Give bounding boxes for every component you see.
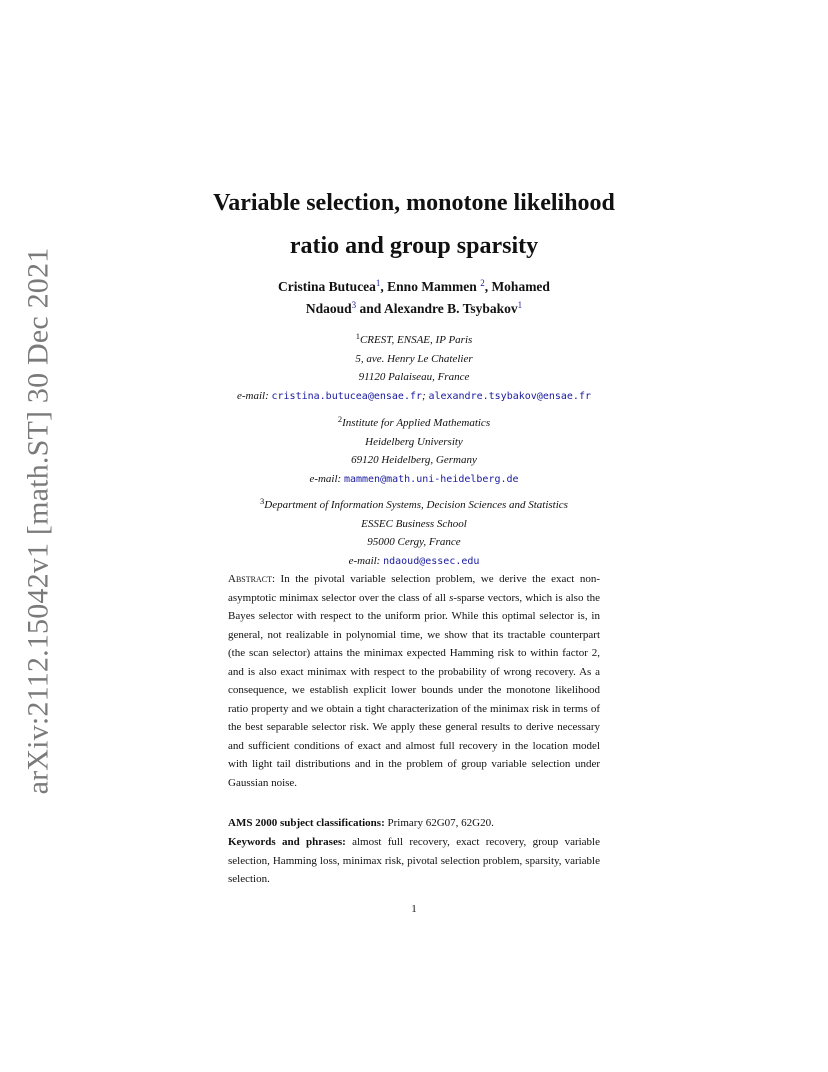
- affiliation-line: 69120 Heidelberg, Germany: [351, 454, 477, 466]
- author-affiliation-link[interactable]: 2: [480, 278, 485, 288]
- email-link[interactable]: alexandre.tsybakov@ensae.fr: [428, 390, 591, 402]
- author-list: Cristina Butucea$^1$, Enno Mammen $^2$, Mohamed Ndaoud$^3$ and Alexandre B. Tsybakov$^1$: [278, 278, 550, 316]
- email-separator: ;: [422, 389, 426, 402]
- author-name: Ndaoud: [305, 301, 352, 316]
- abstract-heading: Abstract:: [228, 573, 276, 585]
- affiliation-line: CREST, ENSAE, IP Paris: [359, 334, 473, 346]
- email-link[interactable]: ndaoud@essec.edu: [383, 555, 480, 567]
- keywords-text: almost full recovery, exact recovery, group variable selection, Hamming loss, minimax risk, pivotal selection problem, sparsity, variable selection.: [228, 836, 600, 885]
- abstract-text: -sparse vectors, which is also the Bayes selector with respect to the uniform prior. While this optimal selector is, in general, not realizable in polynomial time, we show that its tractable counterpart (the scan selector) attains the minimax expected Hamming risk to within factor 2, and is also exact minimax with respect to the probability of wrong recovery. As a consequence, we establish explicit lower bounds under the monotone likelihood ratio property and we obtain a tight characterization of the minimax risk in terms of the best separable selector risk. We apply these general results to derive necessary and sufficient conditions of exact and almost full recovery in the location model with light tail distributions and in the problem of group variable selection under Gaussian noise.: [228, 591, 601, 789]
- author-conjunction: and: [359, 301, 382, 316]
- affiliation-line: 91120 Palaiseau, France: [358, 371, 470, 383]
- affiliation-number: 1: [355, 331, 360, 341]
- affiliation-number: 3: [260, 496, 265, 506]
- affiliation-line: Heidelberg University: [365, 435, 463, 448]
- affiliation-line: 95000 Cergy, France: [367, 536, 461, 548]
- arxiv-side-stamp: [10, 247, 66, 795]
- abstract: [228, 570, 600, 792]
- email-link[interactable]: mammen@math.uni-heidelberg.de: [343, 473, 519, 485]
- ams-classification: [228, 814, 600, 833]
- author-affiliation-link[interactable]: 1: [517, 300, 523, 310]
- affiliation-block: [200, 410, 628, 489]
- email-label: e-mail:: [309, 472, 342, 485]
- keywords: [228, 833, 600, 889]
- keywords-label: Keywords and phrases:: [228, 836, 346, 848]
- abstract-text: In the pivotal variable selection problem, we derive the exact non-asymptotic minimax selector over the class of all: [228, 573, 600, 604]
- author-name: Alexandre B. Tsybakov: [383, 301, 518, 316]
- math-symbol: s: [449, 591, 454, 604]
- page-number: 1: [411, 903, 417, 915]
- affiliation-line: Institute for Applied Mathematics: [342, 417, 491, 429]
- email-label: e-mail:: [236, 389, 269, 402]
- email-link[interactable]: cristina.butucea@ensae.fr: [271, 390, 423, 402]
- email-label: e-mail:: [348, 554, 381, 567]
- ams-label: AMS 2000 subject classifications:: [228, 817, 385, 829]
- affiliation-number: 2: [337, 414, 343, 424]
- author-affiliation-link[interactable]: 1: [375, 278, 381, 288]
- author-name: Cristina Butucea: [278, 279, 376, 294]
- arxiv-identifier: arXiv:2112.15042v1 [math.ST] 30 Dec 2021: [21, 247, 54, 795]
- title-line-2: ratio and group sparsity: [289, 233, 539, 259]
- paper-title: [150, 182, 678, 268]
- affiliation-block: [200, 327, 628, 406]
- author-name: Enno Mammen: [387, 279, 477, 294]
- affiliation-block: [200, 492, 628, 571]
- author-affiliation-link[interactable]: 3: [351, 300, 357, 310]
- title-line-1: Variable selection, monotone likelihood: [213, 190, 615, 216]
- affiliation-line: 5, ave. Henry Le Chatelier: [355, 352, 473, 365]
- affiliation-line: Department of Information Systems, Decision Sciences and Statistics: [264, 499, 568, 511]
- affiliation-line: ESSEC Business School: [361, 517, 467, 530]
- ams-text: Primary 62G07, 62G20.: [387, 817, 494, 829]
- author-name: Mohamed: [491, 279, 550, 294]
